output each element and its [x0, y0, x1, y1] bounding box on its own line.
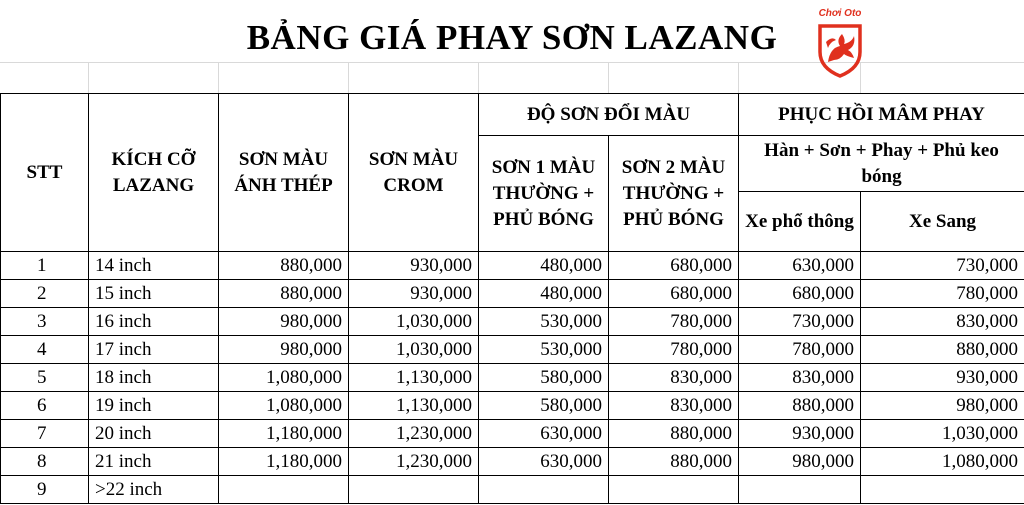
cell-stt: 7	[1, 420, 89, 448]
cell-regular-car: 880,000	[739, 392, 861, 420]
header-restore-desc: Hàn + Sơn + Phay + Phủ keo bóng	[739, 136, 1024, 192]
cell-two-color: 680,000	[609, 252, 739, 280]
cell-one-color: 530,000	[479, 308, 609, 336]
cell-chrome: 930,000	[349, 280, 479, 308]
cell-size: 20 inch	[89, 420, 219, 448]
cell-luxury-car: 930,000	[861, 364, 1024, 392]
cell-steel: 1,080,000	[219, 392, 349, 420]
table-row	[1, 392, 1024, 420]
cell-regular-car: 680,000	[739, 280, 861, 308]
cell-two-color: 680,000	[609, 280, 739, 308]
cell-luxury-car	[861, 476, 1024, 504]
cell-luxury-car: 730,000	[861, 252, 1024, 280]
cell-chrome: 1,030,000	[349, 336, 479, 364]
cell-chrome: 1,230,000	[349, 420, 479, 448]
cell-regular-car: 830,000	[739, 364, 861, 392]
cell-regular-car: 730,000	[739, 308, 861, 336]
cell-one-color: 630,000	[479, 448, 609, 476]
header-color-change: ĐỘ SƠN ĐỔI MÀU	[479, 94, 739, 136]
cell-steel: 1,180,000	[219, 420, 349, 448]
header-regular-car: Xe phổ thông	[739, 192, 861, 252]
cell-size: 14 inch	[89, 252, 219, 280]
header-steel: SƠN MÀU ÁNH THÉP	[219, 94, 349, 252]
table-row	[1, 280, 1024, 308]
cell-one-color: 630,000	[479, 420, 609, 448]
cell-regular-car: 980,000	[739, 448, 861, 476]
cell-luxury-car: 980,000	[861, 392, 1024, 420]
cell-size: 21 inch	[89, 448, 219, 476]
cell-stt: 4	[1, 336, 89, 364]
cell-chrome: 1,130,000	[349, 364, 479, 392]
table-row	[1, 476, 1024, 504]
cell-two-color: 780,000	[609, 336, 739, 364]
cell-steel: 880,000	[219, 280, 349, 308]
cell-stt: 6	[1, 392, 89, 420]
header-size: KÍCH CỠ LAZANG	[89, 94, 219, 252]
cell-two-color: 880,000	[609, 448, 739, 476]
page-title: BẢNG GIÁ PHAY SƠN LAZANG	[246, 18, 778, 57]
cell-one-color: 530,000	[479, 336, 609, 364]
cell-size: >22 inch	[89, 476, 219, 504]
cell-stt: 5	[1, 364, 89, 392]
cell-two-color	[609, 476, 739, 504]
cell-chrome	[349, 476, 479, 504]
logo-text: Chơi Oto	[818, 8, 862, 19]
cell-regular-car: 630,000	[739, 252, 861, 280]
cell-luxury-car: 1,080,000	[861, 448, 1024, 476]
gridline	[608, 62, 609, 93]
gridline	[88, 62, 89, 93]
table-row	[1, 420, 1024, 448]
header-chrome: SƠN MÀU CROM	[349, 94, 479, 252]
header-luxury-car: Xe Sang	[861, 192, 1024, 252]
cell-steel: 880,000	[219, 252, 349, 280]
cell-one-color: 480,000	[479, 252, 609, 280]
brand-logo	[809, 8, 871, 84]
table-row	[1, 364, 1024, 392]
cell-luxury-car: 880,000	[861, 336, 1024, 364]
cell-stt: 8	[1, 448, 89, 476]
table-row	[1, 448, 1024, 476]
cell-steel	[219, 476, 349, 504]
cell-two-color: 830,000	[609, 392, 739, 420]
cell-steel: 980,000	[219, 308, 349, 336]
cell-stt: 1	[1, 252, 89, 280]
cell-two-color: 780,000	[609, 308, 739, 336]
table-row	[1, 336, 1024, 364]
header-one-color: SƠN 1 MÀU THƯỜNG + PHỦ BÓNG	[479, 136, 609, 252]
table-row	[1, 308, 1024, 336]
gridline	[738, 62, 739, 93]
dragon-shield-icon	[816, 22, 864, 78]
cell-regular-car	[739, 476, 861, 504]
cell-size: 17 inch	[89, 336, 219, 364]
cell-size: 18 inch	[89, 364, 219, 392]
cell-chrome: 930,000	[349, 252, 479, 280]
cell-size: 15 inch	[89, 280, 219, 308]
cell-stt: 9	[1, 476, 89, 504]
cell-luxury-car: 1,030,000	[861, 420, 1024, 448]
cell-stt: 3	[1, 308, 89, 336]
price-table	[0, 93, 1024, 504]
cell-regular-car: 780,000	[739, 336, 861, 364]
cell-regular-car: 930,000	[739, 420, 861, 448]
cell-steel: 1,180,000	[219, 448, 349, 476]
cell-stt: 2	[1, 280, 89, 308]
cell-luxury-car: 780,000	[861, 280, 1024, 308]
header-restore: PHỤC HỒI MÂM PHAY	[739, 94, 1024, 136]
cell-chrome: 1,230,000	[349, 448, 479, 476]
cell-chrome: 1,030,000	[349, 308, 479, 336]
cell-one-color: 480,000	[479, 280, 609, 308]
header-stt: STT	[1, 94, 89, 252]
cell-two-color: 880,000	[609, 420, 739, 448]
cell-one-color	[479, 476, 609, 504]
cell-steel: 980,000	[219, 336, 349, 364]
cell-luxury-car: 830,000	[861, 308, 1024, 336]
cell-two-color: 830,000	[609, 364, 739, 392]
cell-one-color: 580,000	[479, 392, 609, 420]
cell-size: 19 inch	[89, 392, 219, 420]
cell-chrome: 1,130,000	[349, 392, 479, 420]
gridline	[348, 62, 349, 93]
header-two-color: SƠN 2 MÀU THƯỜNG + PHỦ BÓNG	[609, 136, 739, 252]
cell-steel: 1,080,000	[219, 364, 349, 392]
cell-one-color: 580,000	[479, 364, 609, 392]
gridline	[218, 62, 219, 93]
table-row	[1, 252, 1024, 280]
gridline	[478, 62, 479, 93]
cell-size: 16 inch	[89, 308, 219, 336]
